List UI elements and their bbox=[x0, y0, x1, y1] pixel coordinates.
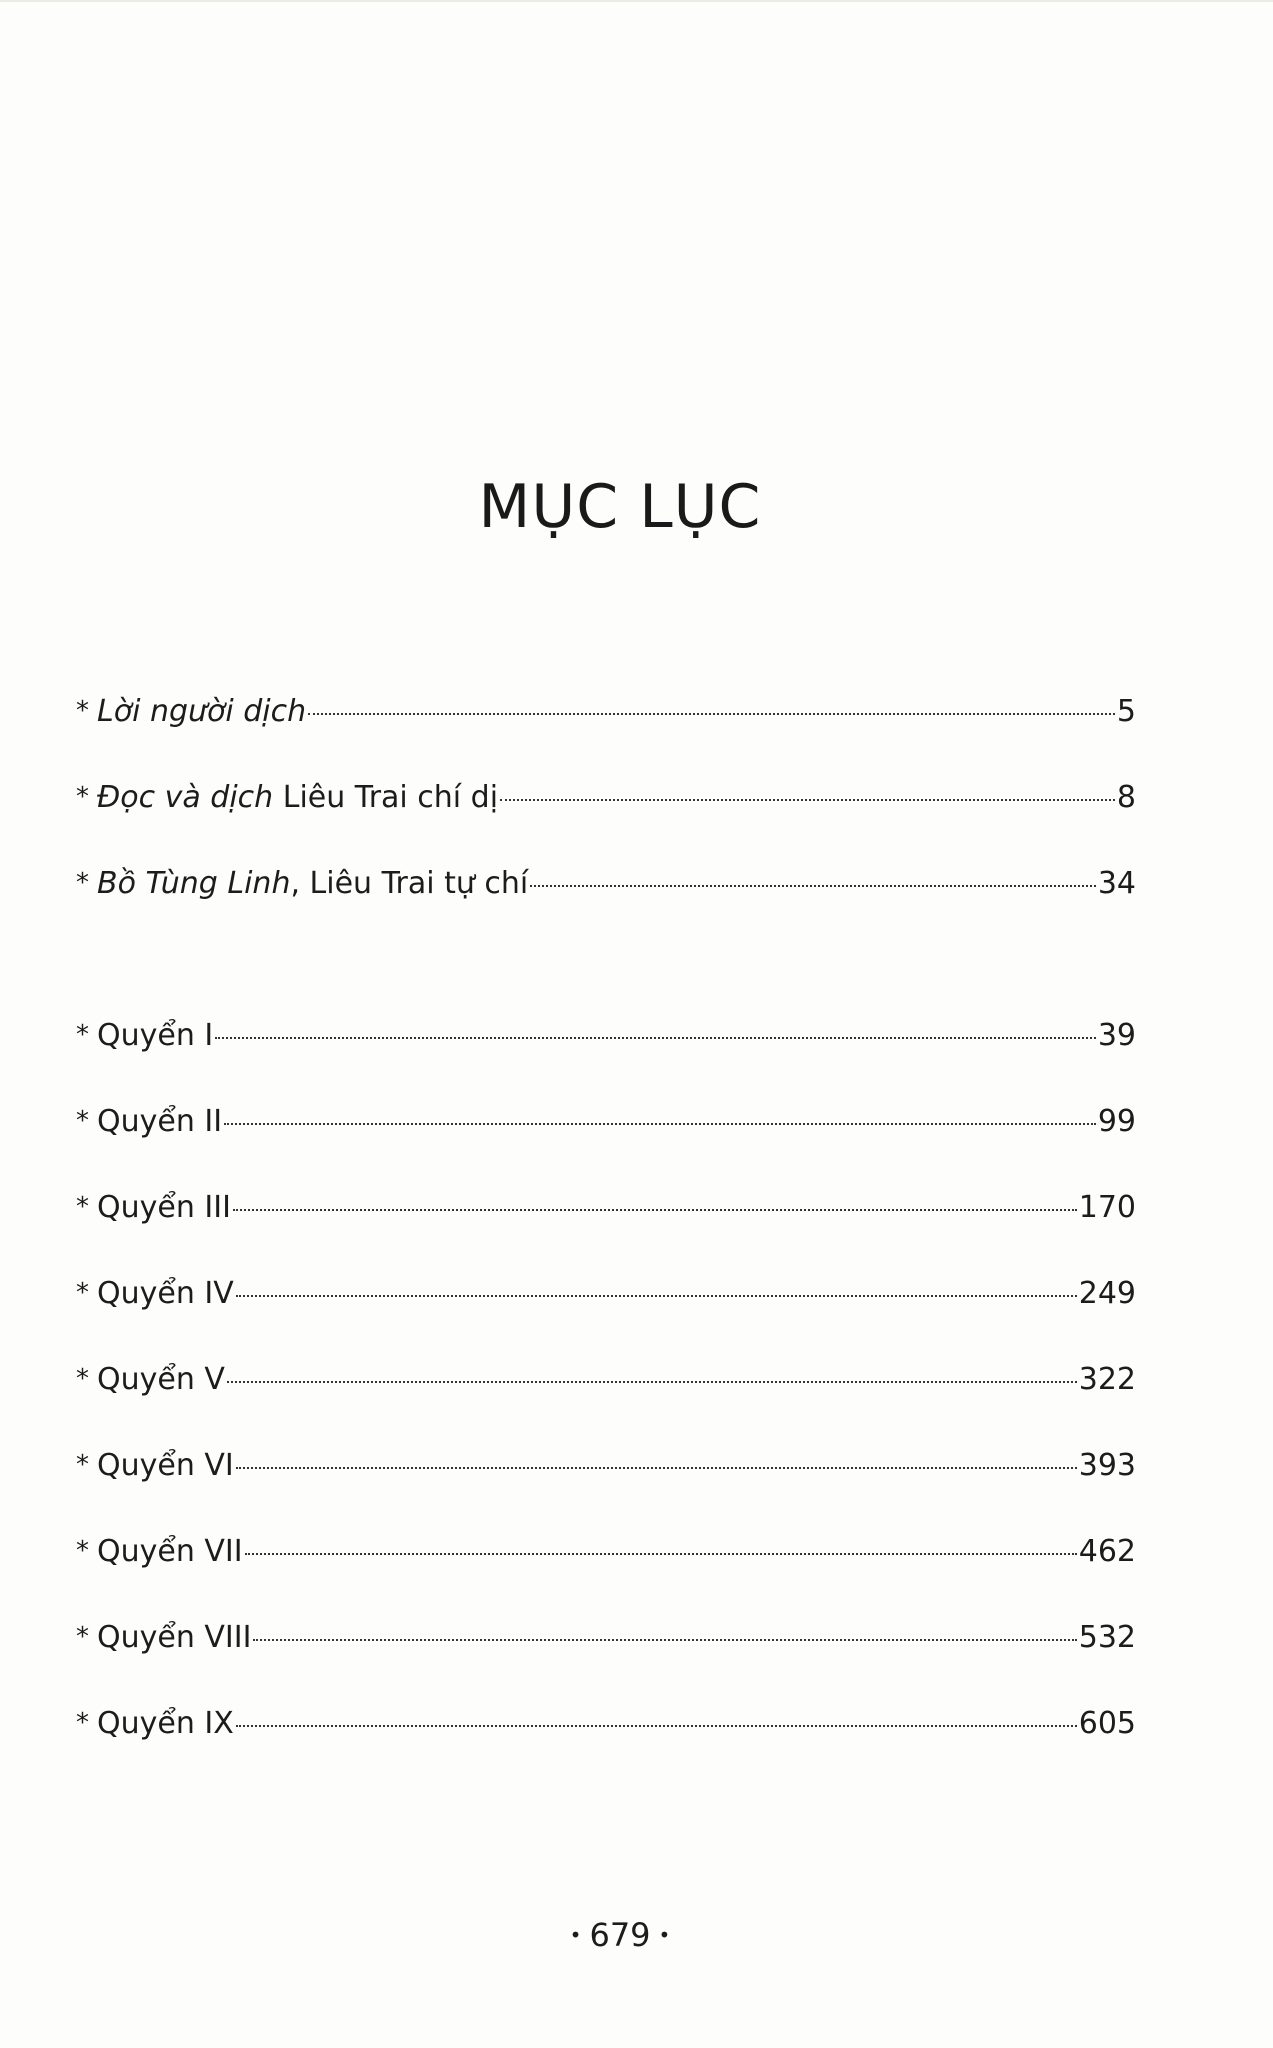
bullet-star: * bbox=[76, 1020, 89, 1050]
entry-page-number: 249 bbox=[1078, 1276, 1136, 1311]
bullet-star: * bbox=[76, 696, 89, 726]
toc-entry bbox=[76, 1360, 1136, 1446]
footer-ornament-left: • bbox=[569, 1923, 582, 1947]
page-number: 679 bbox=[589, 1916, 651, 1954]
dot-leader bbox=[500, 799, 1115, 801]
dot-leader bbox=[233, 1209, 1077, 1211]
dot-leader bbox=[224, 1123, 1096, 1125]
bullet-star: * bbox=[76, 1278, 89, 1308]
entry-title-part: Lời người dịch bbox=[97, 694, 307, 729]
page-number-footer bbox=[0, 1916, 1240, 1954]
volume-group bbox=[76, 1016, 1136, 1790]
dot-leader bbox=[308, 713, 1115, 715]
bullet-star: * bbox=[76, 782, 89, 812]
entry-title: Quyển IX bbox=[97, 1706, 234, 1741]
toc-entry bbox=[76, 1704, 1136, 1790]
entry-title: Quyển V bbox=[97, 1362, 225, 1397]
entry-title: Quyển I bbox=[97, 1018, 214, 1053]
dot-leader bbox=[530, 885, 1096, 887]
entry-title-part: Bồ Tùng Linh bbox=[97, 866, 291, 901]
entry-title: Quyển III bbox=[97, 1190, 231, 1225]
entry-title: Quyển VI bbox=[97, 1448, 234, 1483]
bullet-star: * bbox=[76, 1536, 89, 1566]
toc-entry bbox=[76, 1188, 1136, 1274]
toc-entry bbox=[76, 1274, 1136, 1360]
table-of-contents bbox=[76, 692, 1136, 1790]
bullet-star: * bbox=[76, 868, 89, 898]
entry-page-number: 8 bbox=[1116, 780, 1136, 815]
entry-title-part: Liêu Trai chí dị bbox=[273, 780, 499, 815]
bullet-star: * bbox=[76, 1364, 89, 1394]
dot-leader bbox=[236, 1295, 1077, 1297]
dot-leader bbox=[236, 1725, 1077, 1727]
entry-page-number: 393 bbox=[1078, 1448, 1136, 1483]
entry-title-part: Đọc và dịch bbox=[97, 780, 274, 815]
entry-page-number: 39 bbox=[1097, 1018, 1136, 1053]
entry-page-number: 99 bbox=[1097, 1104, 1136, 1139]
entry-title: Quyển II bbox=[97, 1104, 223, 1139]
entry-page-number: 34 bbox=[1097, 866, 1136, 901]
entry-page-number: 605 bbox=[1078, 1706, 1136, 1741]
toc-entry bbox=[76, 1446, 1136, 1532]
bullet-star: * bbox=[76, 1622, 89, 1652]
entry-page-number: 322 bbox=[1078, 1362, 1136, 1397]
footer-ornament-right: • bbox=[658, 1923, 671, 1947]
dot-leader bbox=[236, 1467, 1077, 1469]
bullet-star: * bbox=[76, 1106, 89, 1136]
bullet-star: * bbox=[76, 1192, 89, 1222]
entry-title bbox=[97, 692, 306, 732]
toc-entry bbox=[76, 1102, 1136, 1188]
toc-entry bbox=[76, 1016, 1136, 1102]
dot-leader bbox=[215, 1037, 1096, 1039]
entry-page-number: 532 bbox=[1078, 1620, 1136, 1655]
dot-leader bbox=[253, 1639, 1076, 1641]
toc-entry bbox=[76, 1618, 1136, 1704]
entry-title bbox=[97, 864, 528, 904]
bullet-star: * bbox=[76, 1450, 89, 1480]
toc-entry bbox=[76, 864, 1136, 950]
page-title: MỤC LỤC bbox=[478, 472, 762, 542]
group-spacer bbox=[76, 950, 1136, 1016]
entry-title: Quyển IV bbox=[97, 1276, 234, 1311]
dot-leader bbox=[245, 1553, 1077, 1555]
toc-entry bbox=[76, 1532, 1136, 1618]
entry-page-number: 5 bbox=[1116, 694, 1136, 729]
toc-entry bbox=[76, 692, 1136, 778]
entry-page-number: 170 bbox=[1078, 1190, 1136, 1225]
toc-entry bbox=[76, 778, 1136, 864]
bullet-star: * bbox=[76, 1708, 89, 1738]
entry-title: Quyển VII bbox=[97, 1534, 243, 1569]
entry-title bbox=[97, 778, 498, 818]
entry-page-number: 462 bbox=[1078, 1534, 1136, 1569]
front-matter-group bbox=[76, 692, 1136, 950]
entry-title: Quyển VIII bbox=[97, 1620, 252, 1655]
dot-leader bbox=[227, 1381, 1077, 1383]
entry-title-part: , Liêu Trai tự chí bbox=[290, 866, 529, 901]
